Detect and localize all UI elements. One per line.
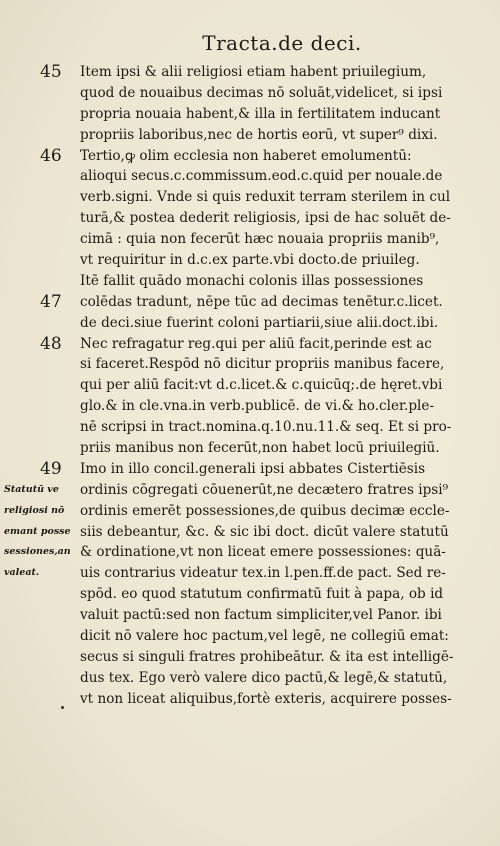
text-line: propria nouaia habent,& illa in fertilitatem inducant	[80, 105, 441, 122]
text-line: priis manibus non fecerūt,non habet locū priuilegiū.	[80, 440, 440, 457]
text-line: si faceret.Respōd nō dicitur propriis manibus facere,	[80, 356, 445, 373]
text-line: quod de nouaibus decimas nō soluāt,videlicet, si ipsi	[80, 84, 443, 101]
text-line: valuit pactū:sed non factum simpliciter,vel Panor. ibi	[80, 607, 442, 624]
text-line: spōd. eo quod statutum confirmatū fuit à papa, ob id	[80, 586, 444, 603]
text-line: dicit nō valere hoc pactum,vel legē, ne collegiū emat:	[80, 628, 449, 645]
ink-speck	[61, 706, 64, 709]
text-line: 49 Imo in illo concil.generali ipsi abbates Cistertiēsis	[40, 458, 426, 479]
text-block	[0, 62, 500, 710]
text-line: vt non liceat aliquibus,fortè exteris, acquirere posses-	[80, 690, 452, 707]
text-line: 47 colēdas tradunt, nēpe tūc ad decimas tenētur.c.licet.	[40, 291, 443, 312]
text-line: 48 Nec refragatur reg.qui per aliū facit,perinde est ac	[40, 333, 432, 354]
text-line: secus si singuli fratres prohibeātur. & ita est intelligē-	[80, 648, 454, 665]
text-line: sessiones,an & ordinatione,vt non liceat emere possessiones: quā-	[0, 542, 500, 563]
margin-note: valeat.	[4, 567, 40, 579]
paragraph-number: 47	[40, 291, 62, 312]
paragraph-number: 45	[40, 62, 62, 82]
margin-note: sessiones,an	[4, 546, 71, 558]
text-line: 45 Item ipsi & alii religiosi etiam habent priuilegium,	[40, 62, 427, 82]
text-line: religiosi nō ordinis emerēt possessiones,de quibus decimæ eccle-	[0, 501, 500, 522]
text-line: Statutū ve ordinis cōgregati cōuenerūt,ne decætero fratres ipsi⁹	[0, 480, 500, 501]
text-line: nē scripsi in tract.nomina.q.10.nu.11.& seq. Et si pro-	[80, 419, 452, 436]
margin-note: religiosi nō	[4, 504, 65, 516]
text-line: qui per aliū facit:vt d.c.licet.& c.quicūq;.de hęret.vbi	[80, 377, 443, 394]
text-line: propriis laboribus,nec de hortis eorū, vt super⁹ dixi.	[80, 126, 438, 143]
text-line: emant posse siis debeantur, &c. & sic ibi doct. dicūt valere statutū	[0, 522, 500, 543]
text-line: valeat. uis contrarius videatur tex.in l.pen.ff.de pact. Sed re-	[0, 563, 500, 584]
text-line: Itē fallit quādo monachi colonis illas possessiones	[80, 272, 424, 289]
text-line: verb.signi. Vnde si quis reduxit terram sterilem in cul	[80, 189, 451, 206]
paragraph-number: 49	[40, 458, 62, 479]
page-header	[0, 31, 500, 55]
paragraph-number: 48	[40, 333, 62, 354]
text-line: dus tex. Ego verò valere dico pactū,& legē,& statutū,	[80, 669, 448, 686]
text-line: 46 Tertio,ꝙ olim ecclesia non haberet emolumentū:	[40, 145, 412, 166]
running-title: Tracta.de deci.	[202, 31, 362, 55]
text-line: turā,& postea dederit religiosis, ipsi de hac soluēt de-	[80, 210, 451, 227]
text-line: de deci.siue fuerint coloni partiarii,siue alii.doct.ibi.	[80, 314, 439, 331]
paragraph-number: 46	[40, 145, 62, 166]
text-line: cimā : quia non fecerūt hæc nouaia propriis manib⁹,	[80, 231, 440, 248]
text-line: glo.& in cle.vna.in verb.publicē. de vi.& ho.cler.ple-	[80, 398, 435, 415]
text-line: vt requiritur in d.c.ex parte.vbi docto.de priuileg.	[80, 252, 420, 269]
margin-note: emant posse	[4, 525, 71, 537]
text-line: alioqui secus.c.commissum.eod.c.quid per nouale.de	[80, 168, 443, 185]
margin-note: Statutū ve	[4, 483, 59, 495]
